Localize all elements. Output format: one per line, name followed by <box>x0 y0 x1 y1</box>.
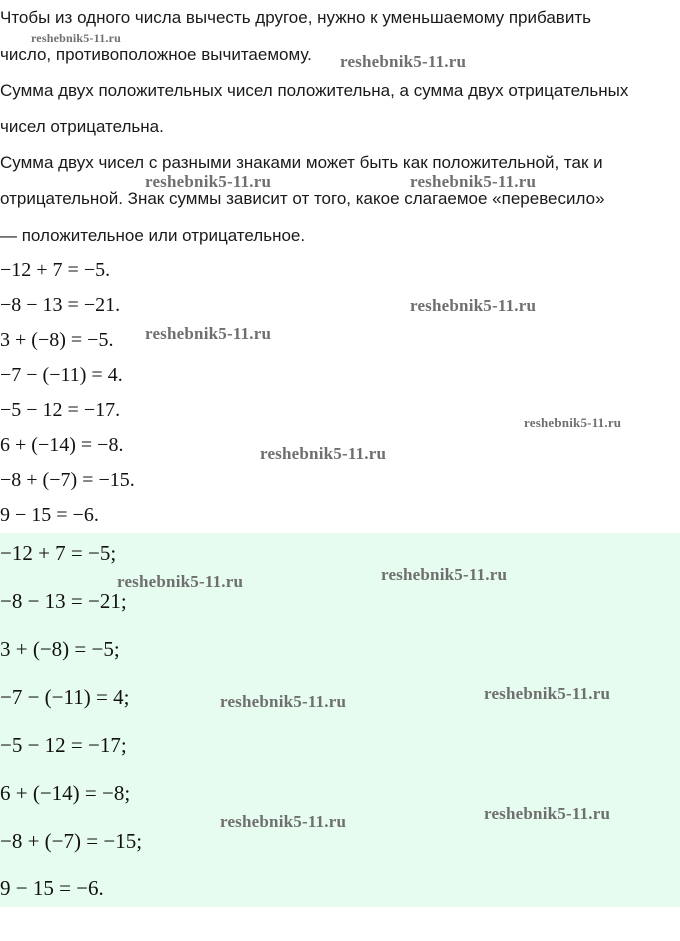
rule-text-line: — положительное или отрицательное. <box>0 226 306 245</box>
watermark-text: reshebnik5-11.ru <box>220 812 347 831</box>
example-equation: −7 − (−11) = 4. <box>0 364 123 386</box>
answer-equation: −8 − 13 = −21; <box>0 589 127 613</box>
watermark-text: reshebnik5-11.ru <box>410 296 537 315</box>
watermark-text: reshebnik5-11.ru <box>484 804 611 823</box>
watermark-text: reshebnik5-11.ru <box>410 172 537 191</box>
watermark-text: reshebnik5-11.ru <box>381 565 508 584</box>
rule-text-line: Сумма двух положительных чисел положительна, а сумма двух отрицательных <box>0 81 629 100</box>
watermark-text: reshebnik5-11.ru <box>340 52 467 71</box>
example-equation: −8 − 13 = −21. <box>0 294 121 316</box>
watermark-text: reshebnik5-11.ru <box>484 684 611 703</box>
example-equation: −5 − 12 = −17. <box>0 399 121 421</box>
answer-equation: 3 + (−8) = −5; <box>0 637 120 661</box>
answer-equation: −5 − 12 = −17; <box>0 733 127 757</box>
rule-text-line: число, противоположное вычитаемому. <box>0 45 312 64</box>
answer-equation: −7 − (−11) = 4; <box>0 685 130 709</box>
answer-equation: −8 + (−7) = −15; <box>0 829 143 853</box>
example-equation: 3 + (−8) = −5. <box>0 329 114 351</box>
answer-equation: 6 + (−14) = −8; <box>0 781 131 805</box>
rule-text-line: Чтобы из одного числа вычесть другое, нужно к уменьшаемому прибавить <box>0 8 591 27</box>
rule-text-line: Сумма двух чисел с разными знаками может быть как положительной, так и <box>0 153 603 172</box>
watermark-text: reshebnik5-11.ru <box>260 444 387 463</box>
watermark-text: reshebnik5-11.ru <box>117 572 244 591</box>
watermark-text: reshebnik5-11.ru <box>220 692 347 711</box>
answer-equation: −12 + 7 = −5; <box>0 541 117 565</box>
watermark-text: reshebnik5-11.ru <box>145 324 272 343</box>
watermark-text: reshebnik5-11.ru <box>31 31 121 45</box>
rule-text-line: отрицательной. Знак суммы зависит от того, какое слагаемое «перевесило» <box>0 189 605 208</box>
example-equation: −8 + (−7) = −15. <box>0 469 135 491</box>
example-equation: 9 − 15 = −6. <box>0 504 99 526</box>
watermark-text: reshebnik5-11.ru <box>145 172 272 191</box>
answer-equation: 9 − 15 = −6. <box>0 876 104 900</box>
rule-text-line: чисел отрицательна. <box>0 117 164 136</box>
example-equation: −12 + 7 = −5. <box>0 259 111 281</box>
answer-block <box>0 533 680 907</box>
example-equation: 6 + (−14) = −8. <box>0 434 124 456</box>
watermark-text: reshebnik5-11.ru <box>524 415 622 430</box>
